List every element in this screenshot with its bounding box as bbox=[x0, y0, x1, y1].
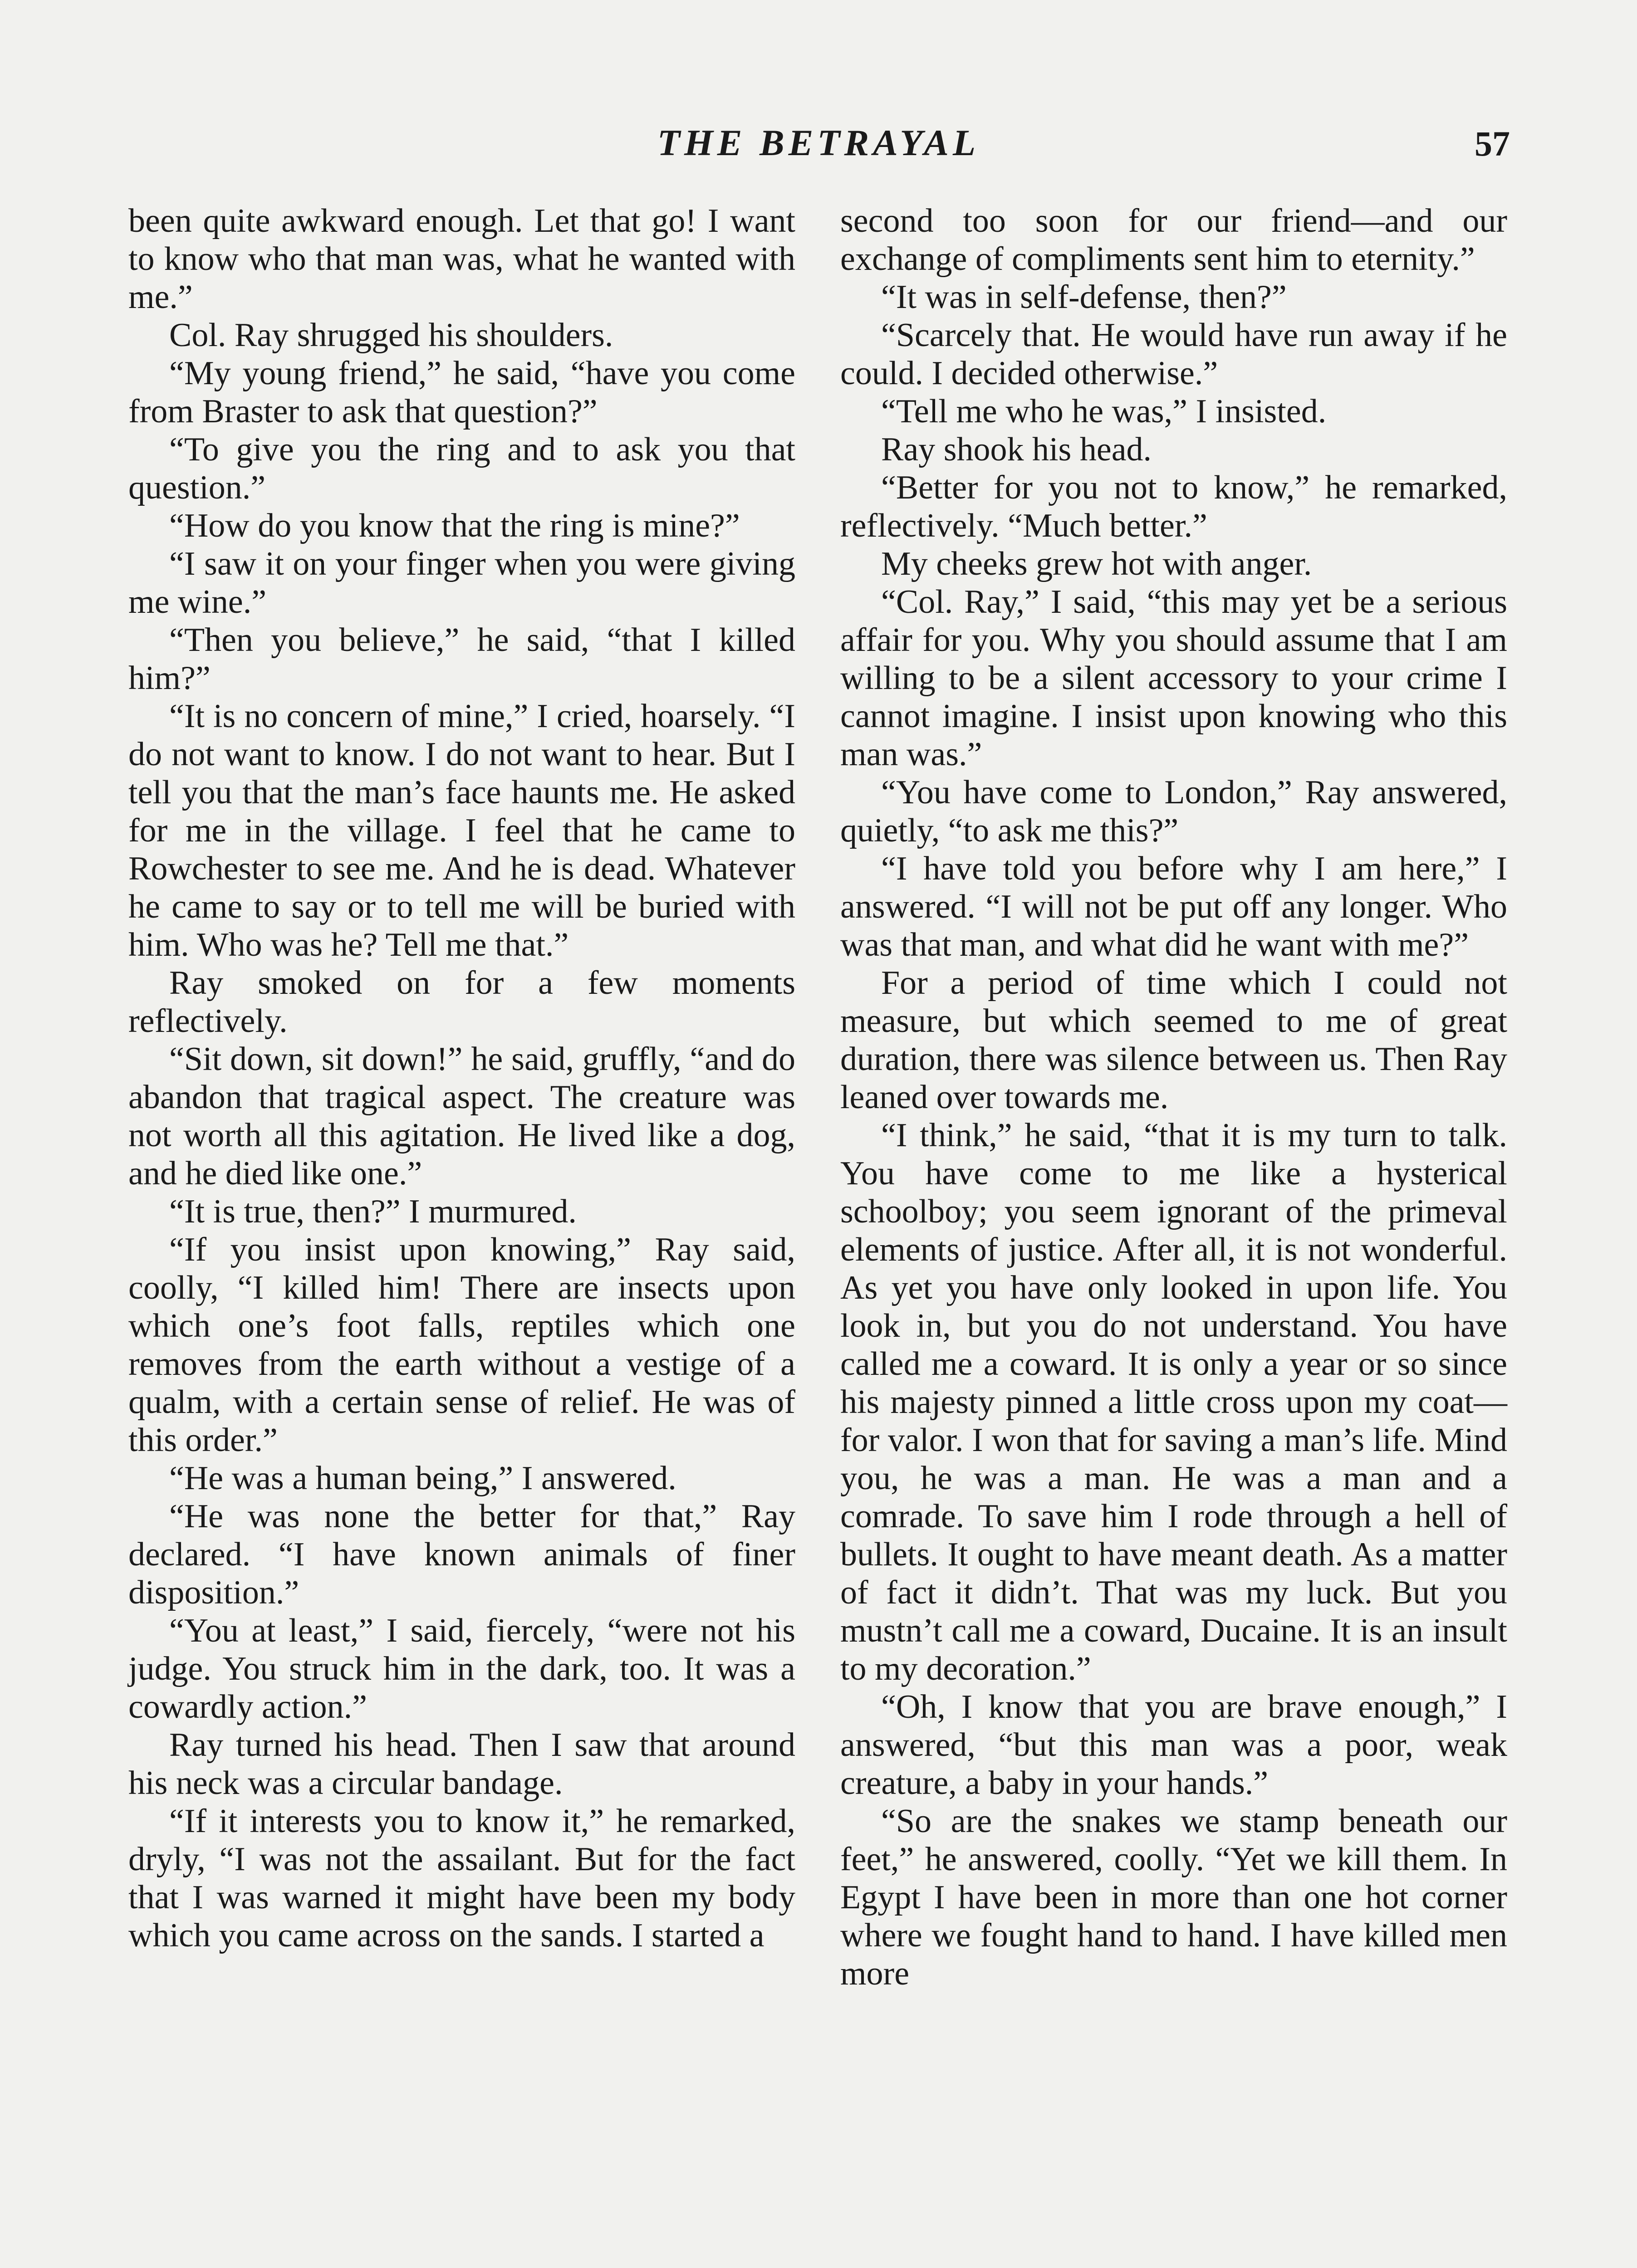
paragraph: Ray shook his head. bbox=[881, 431, 1152, 468]
paragraph: “Tell me who he was,” I insisted. bbox=[881, 393, 1327, 430]
paragraph: “Then you believe,” he said, “that I killed him?” bbox=[128, 621, 795, 697]
paragraph: “Scarcely that. He would have run away if he could. I decided otherwise.” bbox=[840, 317, 1507, 392]
paragraph: “Oh, I know that you are brave enough,” I answered, “but this man was a poor, weak creature, a baby in your hands.” bbox=[840, 1688, 1507, 1802]
paragraph: “My young friend,” he said, “have you come from Braster to ask that question?” bbox=[128, 355, 795, 430]
paragraph: “Better for you not to know,” he remarked, reflectively. “Much better.” bbox=[840, 469, 1507, 544]
paragraph: “He was none the better for that,” Ray declared. “I have known animals of finer disposition.” bbox=[128, 1498, 795, 1611]
page-header bbox=[0, 122, 1637, 171]
paragraph: “Col. Ray,” I said, “this may yet be a serious affair for you. Why you should assume that I am willing to be a silent accessory to your crime I cannot imagine. I insist upon knowing who this man was.” bbox=[840, 583, 1507, 773]
paragraph: “He was a human being,” I answered. bbox=[169, 1460, 676, 1497]
paragraph: Ray turned his head. Then I saw that around his neck was a circular bandage. bbox=[128, 1726, 795, 1802]
paragraph: “To give you the ring and to ask you that question.” bbox=[128, 431, 795, 506]
paragraph: second too soon for our friend—and our exchange of compliments sent him to eternity.” bbox=[840, 202, 1507, 278]
paragraph: “You have come to London,” Ray answered, quietly, “to ask me this?” bbox=[840, 774, 1507, 849]
running-title: THE BETRAYAL bbox=[657, 122, 980, 163]
paragraph: been quite awkward enough. Let that go! I want to know who that man was, what he wanted with me.” bbox=[128, 202, 795, 316]
paragraph: “I have told you before why I am here,” I answered. “I will not be put off any longer. Who was that man, and what did he want with me?” bbox=[840, 850, 1507, 963]
left-column bbox=[128, 202, 795, 1955]
paragraph: “I think,” he said, “that it is my turn to talk. You have come to me like a hysterical schoolboy; you seem ignorant of the primeval elements of justice. After all, it is not wonderful. As yet you have only looked in upon life. You look in, but you do not understand. You have called me a coward. It is only a year or so since his majesty pinned a little cross upon my coat—for valor. I won that for saving a man’s life. Mind you, he was a man. He was a man and a comrade. To save him I rode through a hell of bullets. It ought to have meant death. As a matter of fact it didn’t. That was my luck. But you mustn’t call me a coward, Ducaine. It is an insult to my decoration.” bbox=[840, 1117, 1507, 1687]
paragraph: “If you insist upon knowing,” Ray said, coolly, “I killed him! There are insects upon which one’s foot falls, reptiles which one removes from the earth without a vestige of a qualm, with a certain sense of relief. He was of this order.” bbox=[128, 1231, 795, 1459]
paragraph: “So are the snakes we stamp beneath our feet,” he answered, coolly. “Yet we kill them. In Egypt I have been in more than one hot corner where we fought hand to hand. I have killed men more bbox=[840, 1803, 1507, 1992]
paragraph: “It is true, then?” I murmured. bbox=[169, 1193, 577, 1230]
page-number: 57 bbox=[1475, 124, 1510, 163]
paragraph: “It was in self-defense, then?” bbox=[881, 279, 1287, 316]
right-column bbox=[840, 202, 1507, 1993]
paragraph: “I saw it on your finger when you were giving me wine.” bbox=[128, 545, 795, 621]
paragraph: “You at least,” I said, fiercely, “were not his judge. You struck him in the dark, too. It was a cowardly action.” bbox=[128, 1612, 795, 1725]
paragraph: Ray smoked on for a few moments reflectively. bbox=[128, 964, 795, 1040]
paragraph: “It is no concern of mine,” I cried, hoarsely. “I do not want to know. I do not want to hear. But I tell you that the man’s face haunts me. He asked for me in the village. I feel that he came to Rowchester to see me. And he is dead. Whatever he came to say or to tell me will be buried with him. Who was he? Tell me that.” bbox=[128, 698, 795, 963]
paragraph: For a period of time which I could not measure, but which seemed to me of great duration, there was silence between us. Then Ray leaned over towards me. bbox=[840, 964, 1507, 1116]
paragraph: “If it interests you to know it,” he remarked, dryly, “I was not the assailant. But for the fact that I was warned it might have been my body which you came across on the sands. I started a bbox=[128, 1803, 795, 1954]
paragraph: My cheeks grew hot with anger. bbox=[881, 545, 1312, 582]
paragraph: “How do you know that the ring is mine?” bbox=[169, 507, 740, 544]
paragraph: Col. Ray shrugged his shoulders. bbox=[169, 317, 613, 354]
paragraph: “Sit down, sit down!” he said, gruffly, “and do abandon that tragical aspect. The creature was not worth all this agitation. He lived like a dog, and he died like one.” bbox=[128, 1041, 795, 1192]
